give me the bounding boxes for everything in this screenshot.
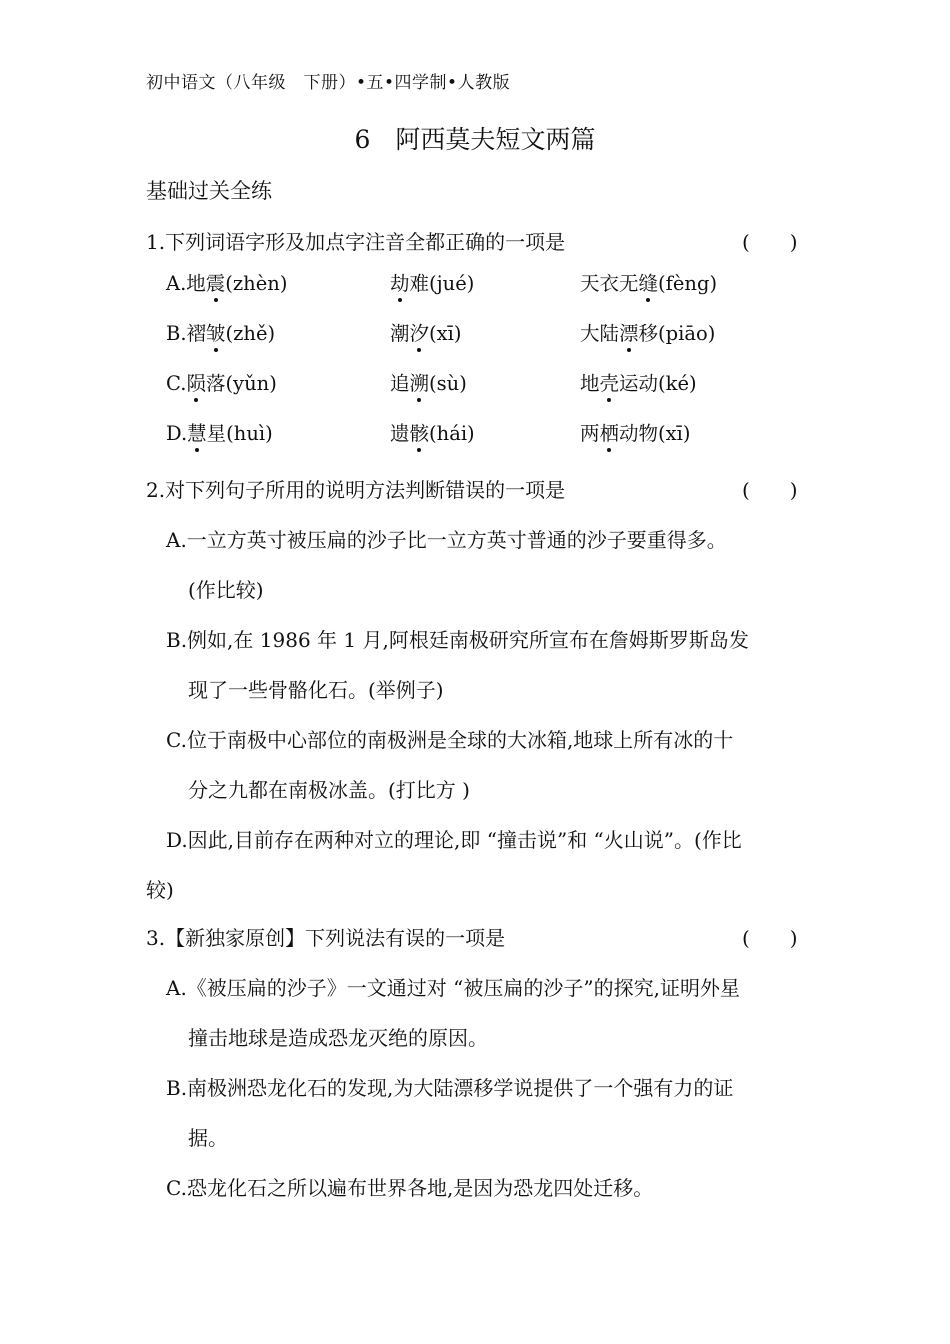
q3-option-b-line2: 据。: [188, 1126, 228, 1150]
dotted-char: 慧: [187, 418, 207, 446]
question-2-stem: 2.对下列句子所用的说明方法判断错误的一项是: [146, 478, 566, 502]
q2-option-c-line2: 分之九都在南极冰盖。(打比方 ): [188, 778, 470, 802]
q3-option-b-line1: B.南极洲恐龙化石的发现,为大陆漂移学说提供了一个强有力的证: [166, 1076, 734, 1100]
q1-option-b-3: 大陆漂移(piāo): [580, 318, 715, 346]
q2-option-b-line1: B.例如,在 1986 年 1 月,阿根廷南极研究所宣布在詹姆斯罗斯岛发: [166, 628, 749, 652]
book-header: 初中语文（八年级 下册）•五•四学制•人教版: [146, 73, 511, 93]
dotted-char: 汐: [410, 318, 430, 346]
answer-blank-3[interactable]: ( ): [742, 926, 798, 950]
q2-option-a-line2: (作比较): [188, 578, 264, 602]
q1-option-b-2: 潮汐(xī): [390, 318, 461, 346]
q2-option-c-line1: C.位于南极中心部位的南极洲是全球的大冰箱,地球上所有冰的十: [166, 728, 734, 752]
dotted-char: 漂: [619, 318, 639, 346]
answer-blank-1[interactable]: ( ): [742, 230, 798, 254]
q1-option-d-3: 两栖动物(xī): [580, 418, 690, 446]
dotted-char: 劫: [390, 268, 410, 296]
q1-option-a-3: 天衣无缝(fèng): [580, 268, 717, 296]
dotted-char: 震: [206, 268, 226, 296]
q1-option-a-2: 劫难(jué): [390, 268, 474, 296]
q2-option-a-line1: A.一立方英寸被压扁的沙子比一立方英寸普通的沙子要重得多。: [166, 528, 727, 552]
section-heading: 基础过关全练: [146, 179, 272, 203]
lesson-title: 6 阿西莫夫短文两篇: [354, 125, 596, 154]
q1-option-d-2: 遗骸(hái): [390, 418, 475, 446]
question-1-stem: 1.下列词语字形及加点字注音全都正确的一项是: [146, 230, 566, 254]
q1-option-c-2: 追溯(sù): [390, 368, 467, 396]
q1-option-b-1: B.褶皱(zhě): [166, 318, 275, 346]
dotted-char: 陨: [186, 368, 206, 396]
q2-option-d-line2: 较): [146, 878, 174, 902]
q1-option-d-1: D.慧星(huì): [166, 418, 273, 446]
dotted-char: 溯: [410, 368, 430, 396]
dotted-char: 壳: [600, 368, 620, 396]
dotted-char: 栖: [600, 418, 620, 446]
q2-option-d-line1: D.因此,目前存在两种对立的理论,即 “撞击说”和 “火山说”。(作比: [166, 828, 742, 852]
q1-option-a-1: A.地震(zhèn): [166, 268, 287, 296]
q3-option-a-line1: A.《被压扁的沙子》一文通过对 “被压扁的沙子”的探究,证明外星: [166, 976, 740, 1000]
question-3-stem: 3.【新独家原创】下列说法有误的一项是: [146, 926, 506, 950]
q3-option-a-line2: 撞击地球是造成恐龙灭绝的原因。: [188, 1026, 488, 1050]
dotted-char: 皱: [206, 318, 226, 346]
dotted-char: 缝: [639, 268, 659, 296]
q1-option-c-1: C.陨落(yǔn): [166, 368, 277, 396]
q3-option-c-line1: C.恐龙化石之所以遍布世界各地,是因为恐龙四处迁移。: [166, 1176, 654, 1200]
dotted-char: 骸: [410, 418, 430, 446]
q1-option-c-3: 地壳运动(ké): [580, 368, 697, 396]
answer-blank-2[interactable]: ( ): [742, 478, 798, 502]
q2-option-b-line2: 现了一些骨骼化石。(举例子): [188, 678, 444, 702]
